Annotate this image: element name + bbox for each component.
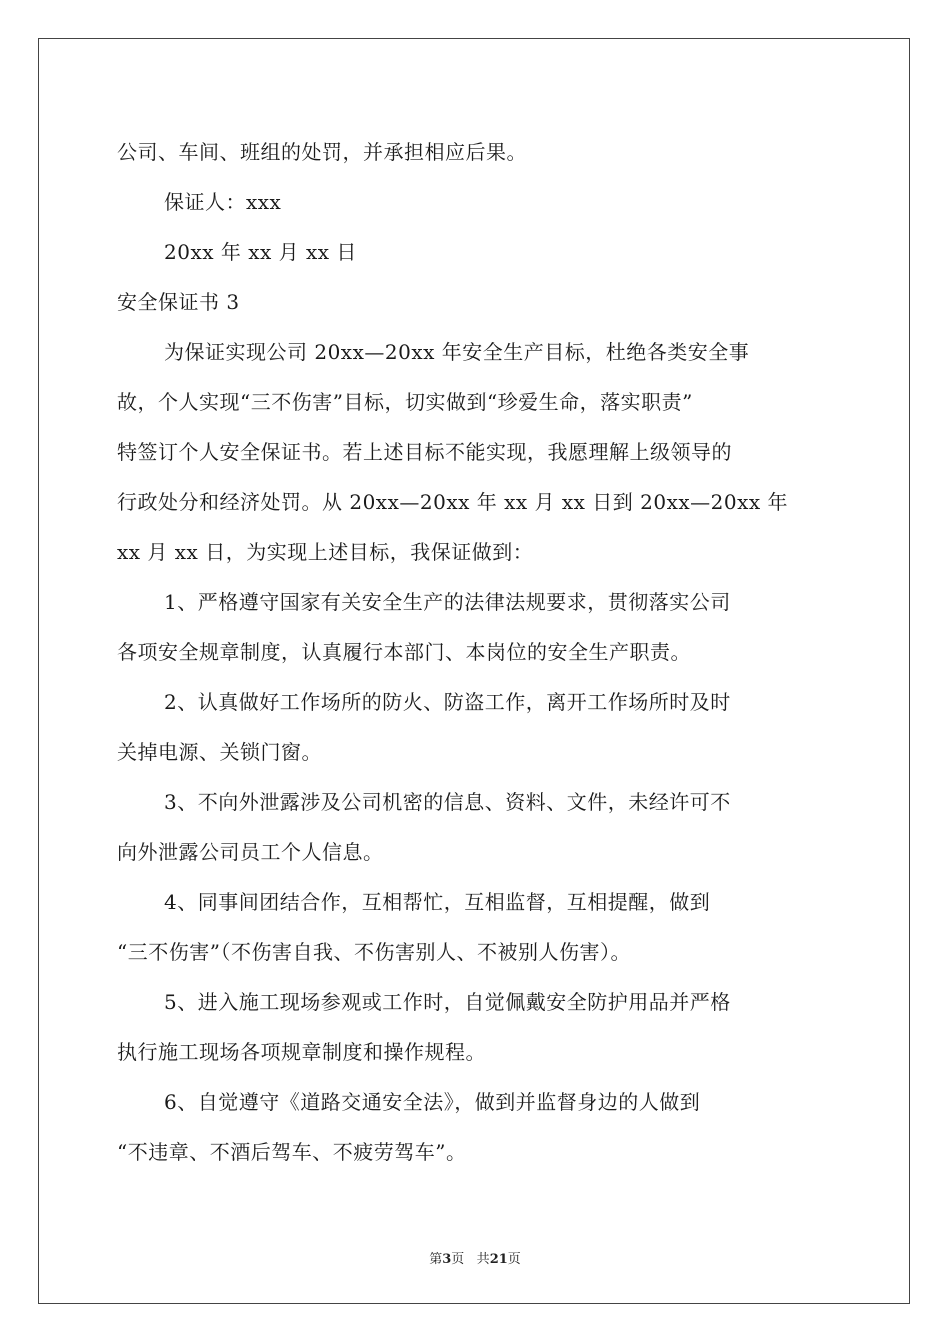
page-number: 3 [442,1252,452,1267]
list-item-5: 5、进入施工现场参观或工作时，自觉佩戴安全防护用品并严格 [164,990,731,1014]
list-item-4-cont: “三不伤害”（不伤害自我、不伤害别人、不被别人伤害）。 [117,940,631,964]
paragraph-line: 故，个人实现“三不伤害”目标，切实做到“珍爱生命，落实职责” [117,390,693,414]
total-pages: 21 [489,1252,508,1267]
paragraph-line: 公司、车间、班组的处罚，并承担相应后果。 [117,140,527,164]
paragraph-line: 行政处分和经济处罚。从 20xx—20xx 年 xx 月 xx 日到 20xx—20xx 年 [117,490,789,514]
paragraph-line: 为保证实现公司 20xx—20xx 年安全生产目标，杜绝各类安全事 [164,340,750,364]
list-item-2: 2、认真做好工作场所的防火、防盗工作，离开工作场所时及时 [164,690,731,714]
list-item-3: 3、不向外泄露涉及公司机密的信息、资料、文件，未经许可不 [164,790,731,814]
total-prefix: 共 [476,1252,490,1267]
page-footer [0,1248,950,1267]
paragraph-line: xx 月 xx 日，为实现上述目标，我保证做到： [117,540,534,564]
document-body [117,127,833,1177]
date-line: 20xx 年 xx 月 xx 日 [164,240,357,264]
list-item-5-cont: 执行施工现场各项规章制度和操作规程。 [117,1040,486,1064]
list-item-4: 4、同事间团结合作，互相帮忙，互相监督，互相提醒，做到 [164,890,711,914]
page-prefix: 第 [429,1252,443,1267]
page-suffix: 页 [451,1252,465,1267]
paragraph-line: 特签订个人安全保证书。若上述目标不能实现，我愿理解上级领导的 [117,440,732,464]
list-item-1: 1、严格遵守国家有关安全生产的法律法规要求，贯彻落实公司 [164,590,731,614]
list-item-6-cont: “不违章、不酒后驾车、不疲劳驾车”。 [117,1140,467,1164]
list-item-6: 6、自觉遵守《道路交通安全法》，做到并监督身边的人做到 [164,1090,701,1114]
list-item-2-cont: 关掉电源、关锁门窗。 [117,740,322,764]
list-item-1-cont: 各项安全规章制度，认真履行本部门、本岗位的安全生产职责。 [117,640,691,664]
total-suffix: 页 [507,1252,521,1267]
list-item-3-cont: 向外泄露公司员工个人信息。 [117,840,384,864]
guarantor-line: 保证人：xxx [164,190,282,214]
section-title: 安全保证书 3 [117,290,240,314]
